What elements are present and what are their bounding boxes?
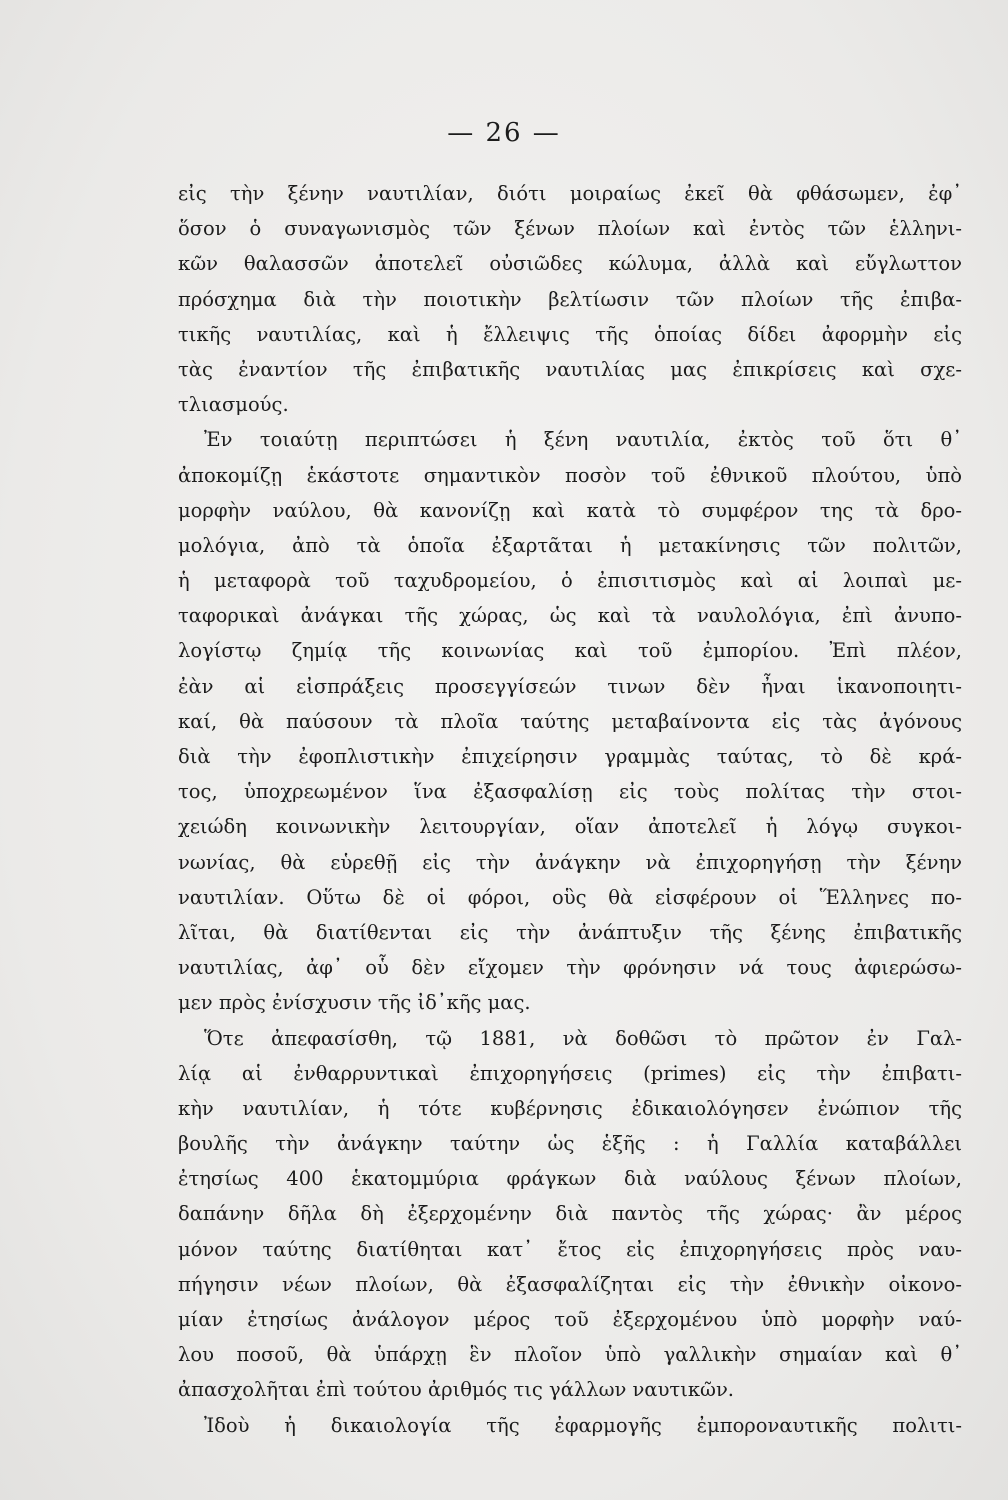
text-line: ἀπασχολῆται ἐπὶ τούτου ἀριθμός τις γάλλων ναυτικῶν. xyxy=(178,1378,734,1402)
text-line: ταφορικαὶ ἀνάγκαι τῆς χώρας, ὡς καὶ τὰ ναυλολόγια, ἐπὶ ἀνυπο- xyxy=(178,604,962,628)
page-number: — 26 — xyxy=(447,118,561,148)
text-line: καί, θὰ παύσουν τὰ πλοῖα ταύτης μεταβαίνοντα εἰς τὰς ἀγόνους xyxy=(178,709,962,733)
text-line: μορφὴν ναύλου, θὰ κανονίζῃ καὶ κατὰ τὸ συμφέρον της τὰ δρο- xyxy=(178,498,962,522)
text-line: χειώδη κοινωνικὴν λειτουργίαν, οἵαν ἀποτελεῖ ἡ λόγῳ συγκοι- xyxy=(178,815,962,839)
text-line: κὴν ναυτιλίαν, ἡ τότε κυβέρνησις ἐδικαιολόγησεν ἐνώπιον τῆς xyxy=(178,1096,962,1120)
text-line: κῶν θαλασσῶν ἀποτελεῖ οὐσιῶδες κώλυμα, ἀλλὰ καὶ εὔγλωττον xyxy=(178,252,962,276)
text-line: ναυτιλίαν. Οὕτω δὲ οἱ φόροι, οὓς θὰ εἰσφέρουν οἱ Ἕλληνες πο- xyxy=(178,885,962,909)
text-line: βουλῆς τὴν ἀνάγκην ταύτην ὡς ἑξῆς : ἡ Γαλλία καταβάλλει xyxy=(178,1132,962,1156)
text-line: ἐτησίως 400 ἑκατομμύρια φράγκων διὰ ναύλους ξένων πλοίων, xyxy=(178,1167,962,1191)
text-line: ἀποκομίζῃ ἑκάστοτε σημαντικὸν ποσὸν τοῦ ἐθνικοῦ πλούτου, ὑπὸ xyxy=(178,463,962,487)
text-line: πήγησιν νέων πλοίων, θὰ ἐξασφαλίζηται εἰς τὴν ἐθνικὴν οἰκονο- xyxy=(178,1272,962,1296)
text-line: εἰς τὴν ξένην ναυτιλίαν, διότι μοιραίως ἐκεῖ θὰ φθάσωμεν, ἐφ᾽ xyxy=(178,182,962,205)
text-line: πρόσχημα διὰ τὴν ποιοτικὴν βελτίωσιν τῶν πλοίων τῆς ἐπιβα- xyxy=(178,287,962,311)
text-line: τικῆς ναυτιλίας, καὶ ἡ ἔλλειψις τῆς ὁποίας δίδει ἀφορμὴν εἰς xyxy=(178,322,962,346)
text-line: Ὅτε ἀπεφασίσθη, τῷ 1881, νὰ δοθῶσι τὸ πρῶτον ἐν Γαλ- xyxy=(204,1026,962,1050)
text-line: τὰς ἐναντίον τῆς ἐπιβατικῆς ναυτιλίας μας ἐπικρίσεις καὶ σχε- xyxy=(178,357,962,381)
text-line: δαπάνην δῆλα δὴ ἐξερχομένην διὰ παντὸς τῆς χώρας· ἂν μέρος xyxy=(178,1202,962,1226)
text-line: λογίστῳ ζημίᾳ τῆς κοινωνίας καὶ τοῦ ἐμπορίου. Ἐπὶ πλέον, xyxy=(178,639,962,663)
text-line: Ἰδοὺ ἡ δικαιολογία τῆς ἐφαρμογῆς ἐμποροναυτικῆς πολιτι- xyxy=(204,1413,962,1437)
text-line: μολόγια, ἀπὸ τὰ ὁποῖα ἐξαρτᾶται ἡ μετακίνησις τῶν πολιτῶν, xyxy=(178,533,962,557)
text-line: τλιασμούς. xyxy=(178,393,289,417)
text-line: λῖται, θὰ διατίθενται εἰς τὴν ἀνάπτυξιν τῆς ξένης ἐπιβατικῆς xyxy=(178,920,962,944)
text-line: διὰ τὴν ἐφοπλιστικὴν ἐπιχείρησιν γραμμὰς ταύτας, τὸ δὲ κρά- xyxy=(178,745,962,768)
text-line: νωνίας, θὰ εὑρεθῇ εἰς τὴν ἀνάγκην νὰ ἐπιχορηγήσῃ τὴν ξένην xyxy=(178,850,962,874)
text-line: λίᾳ αἱ ἐνθαρρυντικαὶ ἐπιχορηγήσεις (primes) εἰς τὴν ἐπιβατι- xyxy=(178,1061,962,1085)
text-line: ὅσον ὁ συναγωνισμὸς τῶν ξένων πλοίων καὶ ἐντὸς τῶν ἑλληνι- xyxy=(178,217,962,241)
text-line: μεν πρὸς ἐνίσχυσιν τῆς ἰδ᾽κῆς μας. xyxy=(178,991,531,1015)
text-line: Ἐν τοιαύτῃ περιπτώσει ἡ ξένη ναυτιλία, ἐκτὸς τοῦ ὅτι θ᾽ xyxy=(204,428,962,452)
text-line: τος, ὑποχρεωμένον ἵνα ἐξασφαλίσῃ εἰς τοὺς πολίτας τὴν στοι- xyxy=(178,780,962,804)
text-line: μόνον ταύτης διατίθηται κατ᾽ ἔτος εἰς ἐπιχορηγήσεις πρὸς ναυ- xyxy=(178,1237,962,1261)
text-line: ἡ μεταφορὰ τοῦ ταχυδρομείου, ὁ ἐπισιτισμὸς καὶ αἱ λοιπαὶ με- xyxy=(178,569,962,593)
text-line: ἐὰν αἱ εἰσπράξεις προσεγγίσεών τινων δὲν ἦναι ἱκανοποιητι- xyxy=(178,674,962,698)
body-text xyxy=(178,176,962,1443)
text-line: ναυτιλίας, ἀφ᾽ οὗ δὲν εἴχομεν τὴν φρόνησιν νά τους ἀφιερώσω- xyxy=(178,956,962,980)
text-line: λου ποσοῦ, θὰ ὑπάρχῃ ἓν πλοῖον ὑπὸ γαλλικὴν σημαίαν καὶ θ᾽ xyxy=(178,1343,962,1367)
text-line: μίαν ἐτησίως ἀνάλογον μέρος τοῦ ἐξερχομένου ὑπὸ μορφὴν ναύ- xyxy=(178,1308,962,1331)
